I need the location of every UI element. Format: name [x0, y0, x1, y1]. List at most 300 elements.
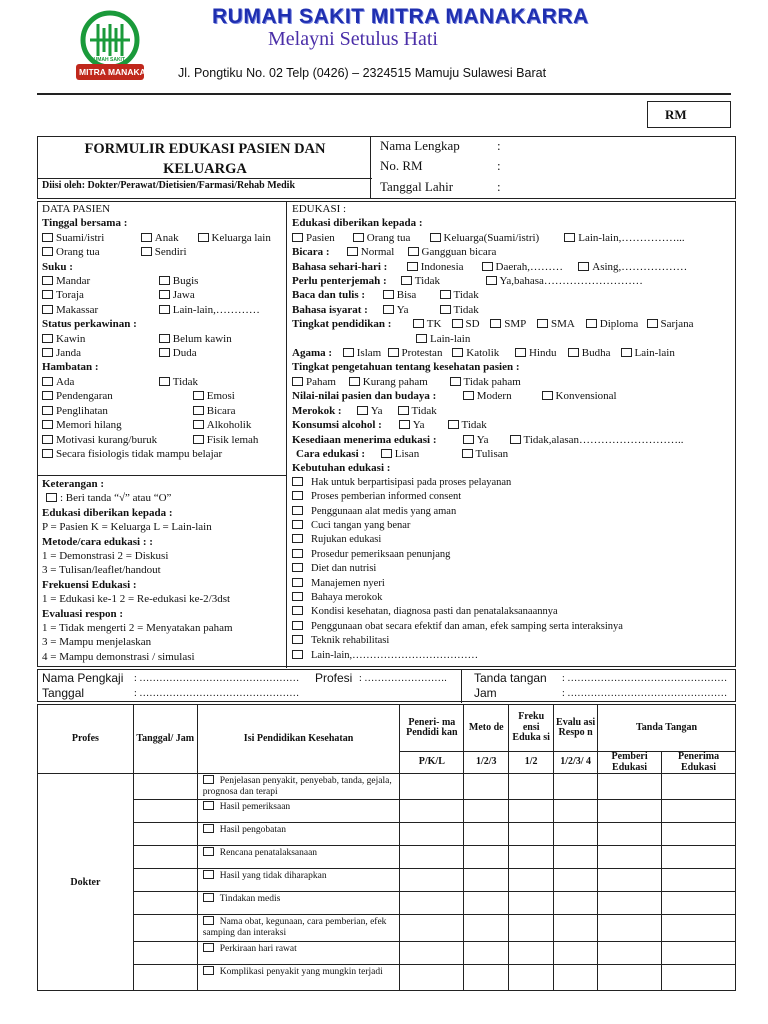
hambatan-penglihatan-label: Penglihatan	[56, 404, 108, 417]
topic-7-label: Perkiraan hari rawat	[219, 944, 297, 954]
keterangan-metode-label: Metode/cara edukasi : :	[42, 535, 153, 548]
diberikan-keluarga-label: Keluarga(Suami/istri)	[443, 231, 540, 244]
penerima-ttd-cell[interactable]	[662, 800, 736, 823]
main-column-divider	[286, 202, 287, 668]
tanggal-label: Tanggal	[42, 686, 85, 700]
edukasi-section	[292, 202, 734, 663]
pendidikan-diploma-checkbox[interactable]	[586, 319, 597, 328]
hambatan-bicara-label: Bicara	[206, 404, 236, 417]
frekuensi-cell[interactable]	[509, 800, 554, 823]
topic-0-checkbox[interactable]	[203, 775, 214, 784]
pendidikan-sd-checkbox[interactable]	[452, 319, 463, 328]
kebutuhan-6-checkbox[interactable]	[292, 563, 303, 572]
suku-lain-label: Lain-lain,…………	[172, 303, 260, 316]
tanggal-cell[interactable]	[133, 965, 197, 991]
baca-label: Baca dan tulis :	[292, 289, 366, 302]
tanggal-cell[interactable]	[133, 774, 197, 800]
hospital-motto: Melayni Setulus Hati	[268, 28, 438, 50]
tinggal-orangtua-checkbox[interactable]	[42, 247, 53, 256]
cara-tulisan-checkbox[interactable]	[462, 449, 473, 458]
evaluasi-cell[interactable]	[554, 915, 598, 942]
pendidikan-sma-label: SMA	[551, 318, 575, 331]
diberikan-orangtua-checkbox[interactable]	[353, 233, 364, 242]
keterangan-diberikan-line: P = Pasien K = Keluarga L = Lain-lain	[42, 521, 212, 534]
status-belum-checkbox[interactable]	[159, 334, 170, 343]
penerima-ttd-cell[interactable]	[662, 869, 736, 892]
agama-budha-checkbox[interactable]	[568, 348, 579, 357]
penerima-cell[interactable]	[400, 800, 464, 823]
alkohol-ya-checkbox[interactable]	[399, 420, 410, 429]
data-pasien-section	[42, 202, 284, 461]
col-penerima-header: Peneri- ma Pendidi kan	[400, 705, 464, 752]
code-pkl: P/K/L	[400, 752, 464, 774]
hospital-address: Jl. Pongtiku No. 02 Telp (0426) – 2324515 Mamuju Sulawesi Barat	[178, 66, 547, 80]
kebutuhan-10-label: Penggunaan obat secara efektif dan aman, efek samping serta interaksinya	[311, 620, 623, 632]
signature-divider	[461, 670, 462, 703]
nilai-label: Nilai-nilai pasien dan budaya :	[292, 390, 437, 403]
nilai-konvensional-checkbox[interactable]	[542, 391, 553, 400]
evaluasi-cell[interactable]	[554, 823, 598, 846]
metode-cell[interactable]	[464, 823, 509, 846]
education-table	[37, 704, 736, 991]
rm-box[interactable]: RM	[647, 101, 731, 128]
tanggal-cell[interactable]	[133, 846, 197, 869]
merokok-ya-checkbox[interactable]	[357, 406, 368, 415]
baca-bisa-checkbox[interactable]	[383, 290, 394, 299]
pendidikan-tk-checkbox[interactable]	[413, 319, 424, 328]
evaluasi-cell[interactable]	[554, 892, 598, 915]
edukasi-heading: EDUKASI :	[292, 203, 347, 215]
diberikan-pasien-checkbox[interactable]	[292, 233, 303, 242]
kebutuhan-4-checkbox[interactable]	[292, 534, 303, 543]
tinggal-sendiri-label: Sendiri	[154, 246, 187, 259]
diberikan-keluarga-checkbox[interactable]	[430, 233, 441, 242]
bicara-gangguan-checkbox[interactable]	[408, 247, 419, 256]
topic-1-label: Hasil pemeriksaan	[219, 802, 291, 812]
metode-cell[interactable]	[464, 846, 509, 869]
kebutuhan-2-checkbox[interactable]	[292, 506, 303, 515]
topic-3-checkbox[interactable]	[203, 847, 214, 856]
nilai-modern-checkbox[interactable]	[463, 391, 474, 400]
topic-8-checkbox[interactable]	[203, 966, 214, 975]
metode-cell[interactable]	[464, 892, 509, 915]
cara-label: Cara edukasi :	[296, 447, 366, 460]
tanggal-cell[interactable]	[133, 800, 197, 823]
diberikan-pasien-label: Pasien	[306, 231, 335, 244]
evaluasi-cell[interactable]	[554, 800, 598, 823]
status-belum-label: Belum kawin	[172, 332, 232, 345]
keterangan-heading: Keterangan :	[42, 478, 105, 490]
hambatan-alkoholik-label: Alkoholik	[206, 419, 252, 432]
penerima-ttd-cell[interactable]	[662, 892, 736, 915]
pemberi-cell[interactable]	[598, 800, 662, 823]
kebutuhan-12-label: Lain-lain,………………………………	[311, 649, 479, 661]
metode-cell[interactable]	[464, 869, 509, 892]
evaluasi-cell[interactable]	[554, 869, 598, 892]
pengkaji-field[interactable]: : …………………………………………	[134, 673, 300, 684]
tinggal-sendiri-checkbox[interactable]	[141, 247, 152, 256]
status-kawin-checkbox[interactable]	[42, 334, 53, 343]
table-row	[38, 846, 736, 869]
suku-bugis-checkbox[interactable]	[159, 276, 170, 285]
hambatan-motivasi-label: Motivasi kurang/buruk	[56, 433, 158, 446]
form-title-line2: KELUARGA	[163, 161, 247, 177]
suku-mandar-label: Mandar	[56, 275, 91, 288]
pendidikan-smp-label: SMP	[504, 318, 527, 331]
diberikan-lain-checkbox[interactable]	[564, 233, 575, 242]
col-profesi-header: Profes	[38, 705, 134, 774]
hambatan-pendengaran-checkbox[interactable]	[42, 391, 53, 400]
hambatan-bicara-checkbox[interactable]	[193, 406, 204, 415]
tinggal-suami-checkbox[interactable]	[42, 233, 53, 242]
profesi-label: Profesi	[315, 671, 353, 685]
metode-cell[interactable]	[464, 774, 509, 800]
frekuensi-cell[interactable]	[509, 965, 554, 991]
bahasa-daerah-label: Daerah,………	[495, 260, 564, 273]
ttd-field[interactable]: : …………………………………………	[562, 673, 728, 684]
kesediaan-ya-label: Ya	[476, 433, 489, 446]
kebutuhan-9-label: Kondisi kesehatan, diagnosa pasti dan penatalaksanaannya	[311, 606, 558, 618]
pengetahuan-paham-label: Paham	[306, 375, 336, 388]
penterjemah-label: Perlu penterjemah :	[292, 275, 387, 288]
pendidikan-sarjana-checkbox[interactable]	[647, 319, 658, 328]
kebutuhan-5-checkbox[interactable]	[292, 549, 303, 558]
penerima-cell[interactable]	[400, 846, 464, 869]
topic-6-checkbox[interactable]	[203, 916, 214, 925]
frekuensi-cell[interactable]	[509, 869, 554, 892]
frekuensi-cell[interactable]	[509, 823, 554, 846]
status-duda-checkbox[interactable]	[159, 348, 170, 357]
table-row	[38, 942, 736, 965]
name-field[interactable]: :	[497, 138, 501, 153]
pemberi-cell[interactable]	[598, 774, 662, 800]
tanggal-cell[interactable]	[133, 892, 197, 915]
penerima-ttd-cell[interactable]	[662, 942, 736, 965]
cara-tulisan-label: Tulisan	[475, 447, 509, 460]
agama-lain-label: Lain-lain	[634, 347, 675, 360]
pengetahuan-tidak-label: Tidak paham	[463, 375, 521, 388]
penerima-cell[interactable]	[400, 965, 464, 991]
ttd-label: Tanda tangan	[474, 671, 547, 685]
keterangan-section	[42, 477, 284, 664]
col-frekuensi-header: Freku ensi Eduka si	[509, 705, 554, 752]
birthdate-field[interactable]: :	[497, 179, 501, 194]
jam-label: Jam	[474, 686, 497, 700]
tanggal-cell[interactable]	[133, 942, 197, 965]
hambatan-fisiologis-label: Secara fisiologis tidak mampu belajar	[56, 447, 223, 460]
pengetahuan-paham-checkbox[interactable]	[292, 377, 303, 386]
pengetahuan-tidak-checkbox[interactable]	[450, 377, 461, 386]
keterangan-evaluasi-label: Evaluasi respon :	[42, 607, 124, 620]
bahasa-indonesia-label: Indonesia	[420, 260, 464, 273]
code-frekuensi: 1/2	[509, 752, 554, 774]
topic-2-label: Hasil pengobatan	[219, 825, 286, 835]
agama-islam-checkbox[interactable]	[343, 348, 354, 357]
topic-4-label: Hasil yang tidak diharapkan	[219, 871, 327, 881]
kebutuhan-11-checkbox[interactable]	[292, 635, 303, 644]
suku-label: Suku :	[42, 260, 73, 273]
keterangan-frekuensi-line: 1 = Edukasi ke-1 2 = Re-edukasi ke-2/3dst	[42, 593, 231, 606]
kesediaan-tidak-checkbox[interactable]	[510, 435, 521, 444]
kebutuhan-8-label: Bahaya merokok	[311, 591, 383, 603]
birthdate-label: Tanggal Lahir	[380, 179, 454, 194]
status-duda-label: Duda	[172, 347, 197, 360]
table-row	[38, 915, 736, 942]
filled-by-note: Diisi oleh: Dokter/Perawat/Dietisien/Farmasi/Rehab Medik	[42, 180, 296, 191]
kebutuhan-6-label: Diet dan nutrisi	[311, 563, 377, 575]
agama-lain-checkbox[interactable]	[621, 348, 632, 357]
bicara-label: Bicara :	[292, 246, 330, 259]
suku-bugis-label: Bugis	[172, 275, 199, 288]
rm-number-field[interactable]: :	[497, 158, 501, 173]
pemberi-cell[interactable]	[598, 846, 662, 869]
hambatan-penglihatan-checkbox[interactable]	[42, 406, 53, 415]
header-divider	[37, 93, 731, 95]
pendidikan-sarjana-label: Sarjana	[660, 318, 694, 331]
merokok-label: Merokok :	[292, 404, 342, 417]
keterangan-metode-line2: 3 = Tulisan/leaflet/handout	[42, 564, 161, 577]
pengkaji-label: Nama Pengkaji	[42, 671, 124, 685]
penerima-cell[interactable]	[400, 774, 464, 800]
penerima-ttd-cell[interactable]	[662, 823, 736, 846]
kebutuhan-7-label: Manajemen nyeri	[311, 577, 385, 589]
agama-protestan-checkbox[interactable]	[388, 348, 399, 357]
kebutuhan-3-label: Cuci tangan yang benar	[311, 519, 411, 531]
patient-identity-box	[371, 136, 736, 199]
frekuensi-cell[interactable]	[509, 915, 554, 942]
frekuensi-cell[interactable]	[509, 942, 554, 965]
bicara-normal-label: Normal	[360, 246, 395, 259]
hambatan-fisiologis-checkbox[interactable]	[42, 449, 53, 458]
pendidikan-lain-checkbox[interactable]	[416, 334, 427, 343]
col-tanda-tangan-header: Tanda Tangan	[598, 705, 736, 752]
code-metode: 1/2/3	[464, 752, 509, 774]
kebutuhan-1-checkbox[interactable]	[292, 491, 303, 500]
logo-caption: MITRA MANAKARRA	[79, 67, 165, 77]
frekuensi-cell[interactable]	[509, 892, 554, 915]
pengetahuan-kurang-label: Kurang paham	[362, 375, 428, 388]
kebutuhan-4-label: Rujukan edukasi	[311, 534, 382, 546]
tinggal-anak-checkbox[interactable]	[141, 233, 152, 242]
agama-label: Agama :	[292, 347, 333, 360]
kebutuhan-8-checkbox[interactable]	[292, 592, 303, 601]
agama-hindu-checkbox[interactable]	[515, 348, 526, 357]
table-row	[38, 965, 736, 991]
isyarat-tidak-checkbox[interactable]	[440, 305, 451, 314]
metode-cell[interactable]	[464, 965, 509, 991]
penerima-cell[interactable]	[400, 915, 464, 942]
baca-tidak-checkbox[interactable]	[440, 290, 451, 299]
suku-toraja-label: Toraja	[56, 289, 84, 302]
suku-makassar-label: Makassar	[56, 303, 99, 316]
topic-2-checkbox[interactable]	[203, 824, 214, 833]
keterangan-checkbox-note: : Beri tanda “√” atau “O”	[60, 492, 172, 505]
hambatan-tidak-checkbox[interactable]	[159, 377, 170, 386]
penerima-cell[interactable]	[400, 823, 464, 846]
isyarat-ya-label: Ya	[396, 303, 409, 316]
kebutuhan-label: Kebutuhan edukasi :	[292, 462, 391, 475]
alkohol-label: Konsumsi alcohol :	[292, 419, 382, 432]
pengetahuan-kurang-checkbox[interactable]	[349, 377, 360, 386]
bicara-normal-checkbox[interactable]	[347, 247, 358, 256]
pengetahuan-label: Tingkat pengetahuan tentang kesehatan pasien :	[292, 361, 520, 374]
pendidikan-label: Tingkat pendidikan :	[292, 318, 392, 331]
topic-7-checkbox[interactable]	[203, 943, 214, 952]
metode-cell[interactable]	[464, 915, 509, 942]
profession-cell: Dokter	[38, 774, 134, 991]
keterangan-metode-line1: 1 = Demonstrasi 2 = Diskusi	[42, 550, 169, 563]
name-label: Nama Lengkap	[380, 138, 460, 153]
form-title-line1: FORMULIR EDUKASI PASIEN DAN	[84, 141, 326, 157]
status-janda-checkbox[interactable]	[42, 348, 53, 357]
tinggal-suami-label: Suami/istri	[56, 231, 105, 244]
status-kawin-label: Kawin	[56, 332, 86, 345]
form-title-box	[37, 136, 371, 199]
table-row	[38, 869, 736, 892]
pemberi-cell[interactable]	[598, 965, 662, 991]
kebutuhan-0-checkbox[interactable]	[292, 477, 303, 486]
penterjemah-tidak-checkbox[interactable]	[401, 276, 412, 285]
hambatan-memori-checkbox[interactable]	[42, 420, 53, 429]
kebutuhan-0-label: Hak untuk berpartisipasi pada proses pelayanan	[311, 476, 512, 488]
pemberi-cell[interactable]	[598, 942, 662, 965]
pemberi-cell[interactable]	[598, 915, 662, 942]
penerima-ttd-cell[interactable]	[662, 846, 736, 869]
topic-0-label: Penjelasan penyakit, penyebab, tanda, gejala, prognosa dan terapi	[202, 776, 392, 797]
kebutuhan-10-checkbox[interactable]	[292, 621, 303, 630]
kebutuhan-12-checkbox[interactable]	[292, 650, 303, 659]
penerima-cell[interactable]	[400, 942, 464, 965]
pemberi-cell[interactable]	[598, 892, 662, 915]
topic-4-checkbox[interactable]	[203, 870, 214, 879]
topic-5-checkbox[interactable]	[203, 893, 214, 902]
hambatan-fisik-checkbox[interactable]	[193, 435, 204, 444]
jam-field[interactable]: : …………………………………………	[562, 688, 728, 699]
hambatan-tidak-label: Tidak	[172, 375, 199, 388]
evaluasi-cell[interactable]	[554, 846, 598, 869]
tanggal-field[interactable]: : …………………………………………	[134, 688, 300, 699]
agama-katolik-label: Katolik	[466, 347, 500, 360]
topic-6-label: Nama obat, kegunaan, cara pemberian, efek samping dan interaksi	[202, 917, 387, 938]
alkohol-tidak-checkbox[interactable]	[448, 420, 459, 429]
pendidikan-diploma-label: Diploma	[599, 318, 639, 331]
penerima-ttd-cell[interactable]	[662, 915, 736, 942]
kebutuhan-9-checkbox[interactable]	[292, 606, 303, 615]
kebutuhan-5-label: Prosedur pemeriksaan penunjang	[311, 548, 451, 560]
pendidikan-smp-checkbox[interactable]	[490, 319, 501, 328]
baca-bisa-label: Bisa	[396, 289, 417, 302]
status-janda-label: Janda	[56, 347, 82, 360]
rm-number-label: No. RM	[380, 158, 423, 173]
pendidikan-sma-checkbox[interactable]	[537, 319, 548, 328]
col-penerima-edukasi-header: Penerima Edukasi	[662, 752, 736, 774]
keterangan-diberikan-label: Edukasi diberikan kepada :	[42, 506, 173, 519]
topic-1-checkbox[interactable]	[203, 801, 214, 810]
cara-lisan-checkbox[interactable]	[381, 449, 392, 458]
topic-5-label: Tindakan medis	[219, 894, 281, 904]
tinggal-keluarga-label: Keluarga lain	[211, 231, 271, 244]
tanggal-cell[interactable]	[133, 869, 197, 892]
evaluasi-cell[interactable]	[554, 774, 598, 800]
hambatan-ada-checkbox[interactable]	[42, 377, 53, 386]
tinggal-keluarga-checkbox[interactable]	[198, 233, 209, 242]
penerima-ttd-cell[interactable]	[662, 965, 736, 991]
col-tanggal-header: Tanggal/ Jam	[133, 705, 197, 774]
pendidikan-sd-label: SD	[465, 318, 480, 331]
table-row	[38, 800, 736, 823]
pemberi-cell[interactable]	[598, 869, 662, 892]
tinggal-orangtua-label: Orang tua	[56, 246, 100, 259]
keterangan-frekuensi-label: Frekuensi Edukasi :	[42, 578, 137, 591]
penterjemah-ya-checkbox[interactable]	[486, 276, 497, 285]
title-divider	[38, 178, 372, 179]
suku-jawa-checkbox[interactable]	[159, 290, 170, 299]
left-section-divider	[38, 475, 286, 476]
evaluasi-cell[interactable]	[554, 965, 598, 991]
keterangan-evaluasi-line3: 4 = Mampu demonstrasi / simulasi	[42, 650, 195, 663]
status-label: Status perkawinan :	[42, 318, 137, 331]
agama-budha-label: Budha	[581, 347, 611, 360]
kesediaan-ya-checkbox[interactable]	[463, 435, 474, 444]
penterjemah-ya-label: Ya,bahasa………………………	[499, 275, 643, 288]
kebutuhan-7-checkbox[interactable]	[292, 578, 303, 587]
suku-lain-checkbox[interactable]	[159, 305, 170, 314]
col-evaluasi-header: Evalu asi Respo n	[554, 705, 598, 752]
merokok-ya-label: Ya	[370, 404, 383, 417]
hambatan-motivasi-checkbox[interactable]	[42, 435, 53, 444]
bicara-gangguan-label: Gangguan bicara	[421, 246, 497, 259]
merokok-tidak-checkbox[interactable]	[398, 406, 409, 415]
frekuensi-cell[interactable]	[509, 846, 554, 869]
suku-makassar-checkbox[interactable]	[42, 305, 53, 314]
table-row	[38, 892, 736, 915]
bahasa-asing-checkbox[interactable]	[578, 262, 589, 271]
bahasa-indonesia-checkbox[interactable]	[407, 262, 418, 271]
table-row	[38, 774, 736, 800]
tanggal-cell[interactable]	[133, 915, 197, 942]
metode-cell[interactable]	[464, 942, 509, 965]
hambatan-pendengaran-label: Pendengaran	[56, 390, 113, 403]
col-metode-header: Meto de	[464, 705, 509, 752]
tinggal-label: Tinggal bersama :	[42, 217, 128, 230]
main-assessment-box	[37, 201, 736, 667]
hambatan-alkoholik-checkbox[interactable]	[193, 420, 204, 429]
hambatan-emosi-checkbox[interactable]	[193, 391, 204, 400]
nilai-konvensional-label: Konvensional	[555, 390, 617, 403]
diberikan-lain-label: Lain-lain,……………...	[578, 231, 685, 244]
profesi-field[interactable]: : …………………….	[359, 673, 447, 684]
frekuensi-cell[interactable]	[509, 774, 554, 800]
hambatan-emosi-label: Emosi	[206, 390, 235, 403]
penerima-ttd-cell[interactable]	[662, 774, 736, 800]
evaluasi-cell[interactable]	[554, 942, 598, 965]
data-pasien-heading: DATA PASIEN	[42, 203, 111, 215]
suku-toraja-checkbox[interactable]	[42, 290, 53, 299]
penerima-cell[interactable]	[400, 869, 464, 892]
alkohol-tidak-label: Tidak	[461, 419, 487, 432]
suku-mandar-checkbox[interactable]	[42, 276, 53, 285]
pemberi-cell[interactable]	[598, 823, 662, 846]
isyarat-ya-checkbox[interactable]	[383, 305, 394, 314]
penerima-cell[interactable]	[400, 892, 464, 915]
agama-katolik-checkbox[interactable]	[452, 348, 463, 357]
bahasa-daerah-checkbox[interactable]	[482, 262, 493, 271]
hospital-logo	[70, 10, 165, 84]
kebutuhan-3-checkbox[interactable]	[292, 520, 303, 529]
tanggal-cell[interactable]	[133, 823, 197, 846]
metode-cell[interactable]	[464, 800, 509, 823]
agama-islam-label: Islam	[356, 347, 382, 360]
